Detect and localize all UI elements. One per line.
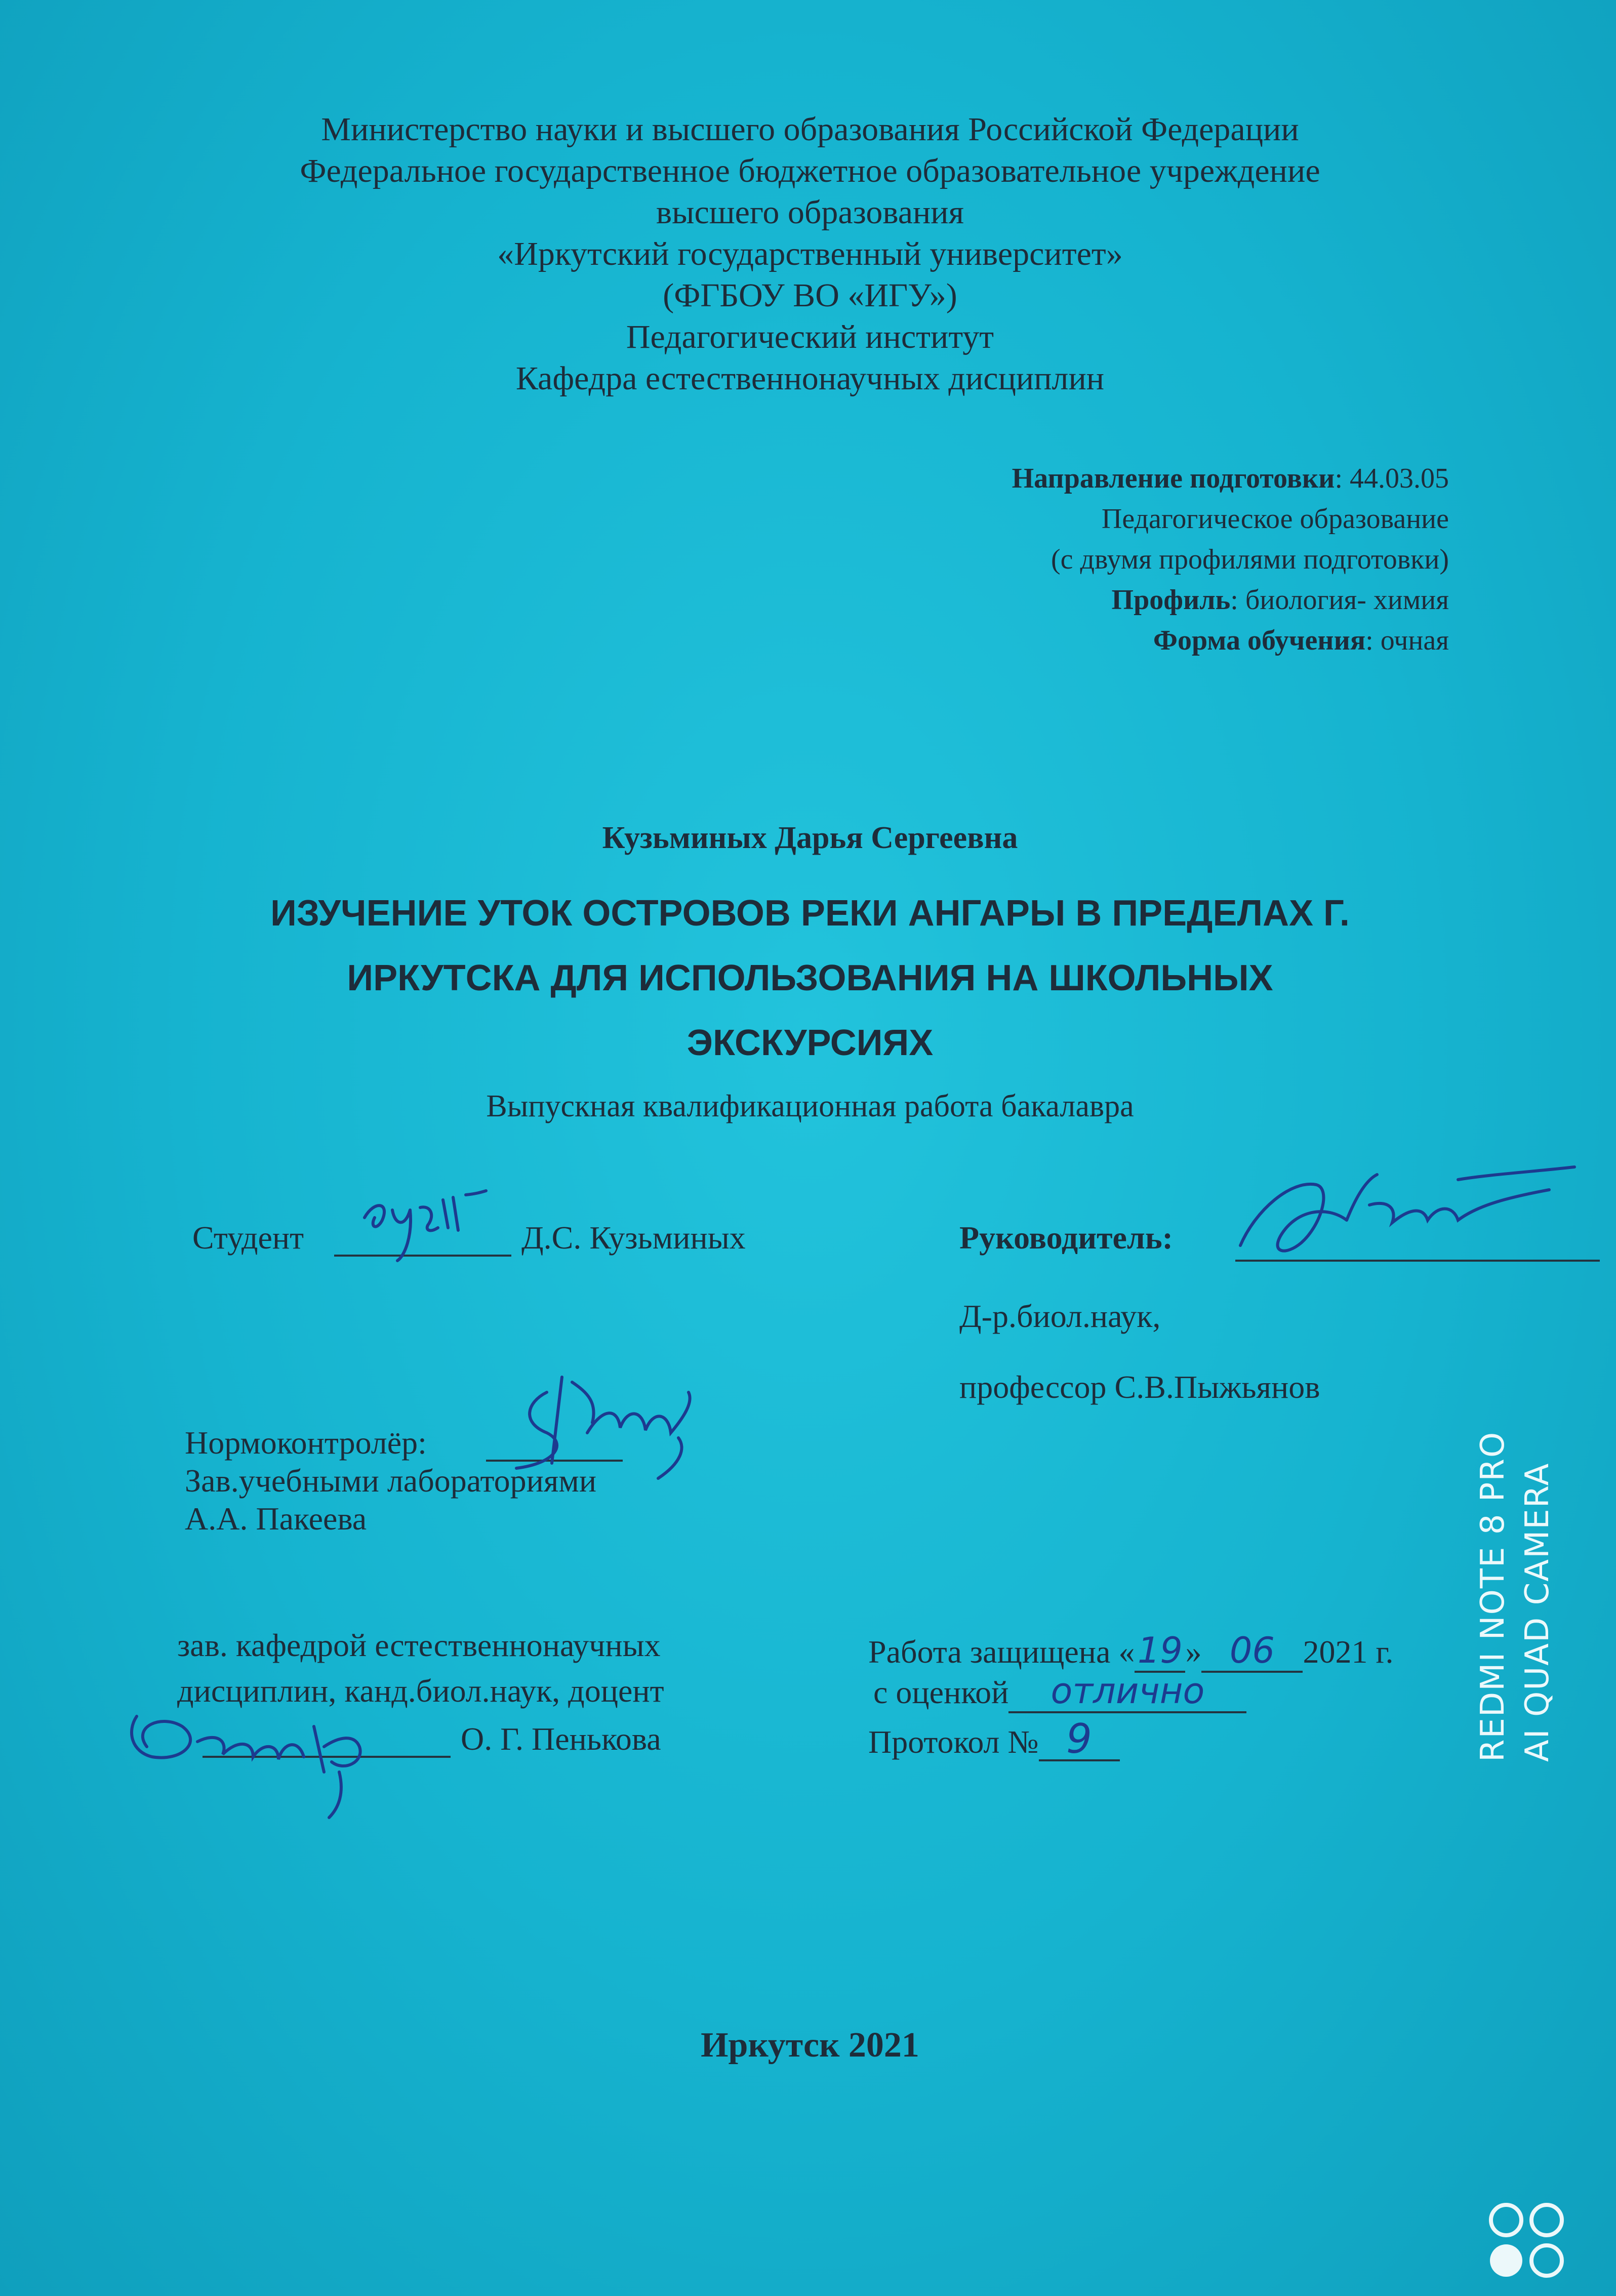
direction-line [1012, 458, 1449, 499]
defense-middle: » [1185, 1634, 1202, 1670]
head-name: О. Г. Пенькова [461, 1721, 661, 1757]
direction-value: : 44.03.05 [1335, 463, 1449, 494]
work-type: Выпускная квалификационная работа бакалавра [486, 1089, 1134, 1123]
study-form-line [1012, 620, 1449, 661]
profile-value: : биология- химия [1230, 584, 1449, 616]
header-line: высшего образования [656, 194, 964, 231]
header-line: Министерство науки и высшего образования Российской Федерации [321, 111, 1299, 148]
normcontrol-label: Нормоконтролёр: [185, 1425, 427, 1461]
supervisor-signature [1225, 1149, 1590, 1276]
header-line: Федеральное государственное бюджетное образовательное учреждение [300, 152, 1320, 189]
supervisor-degree: Д-р.биол.наук, [959, 1298, 1161, 1334]
study-form-label: Форма обучения [1153, 625, 1366, 656]
grade-label: с оценкой [873, 1674, 1009, 1710]
protocol-line [868, 1715, 1120, 1762]
title-line: ИЗУЧЕНИЕ УТОК ОСТРОВОВ РЕКИ АНГАРЫ В ПРЕДЕЛАХ Г. [270, 893, 1350, 934]
defense-line [868, 1630, 1393, 1673]
title-line: ЭКСКУРСИЯХ [686, 1023, 934, 1063]
defense-month: 06 [1201, 1630, 1303, 1673]
header-line: Кафедра естественнонаучных дисциплин [515, 360, 1105, 397]
camera-logo-icon [1483, 2197, 1574, 2288]
city-year: Иркутск 2021 [701, 2026, 919, 2065]
grade-line [873, 1671, 1246, 1713]
supervisor-label: Руководитель: [959, 1220, 1173, 1256]
profile-line [1012, 580, 1449, 620]
protocol-label: Протокол № [868, 1724, 1039, 1760]
watermark-line2: AI QUAD CAMERA [1519, 1462, 1556, 1762]
normcontrol-name: А.А. Пакеева [185, 1501, 367, 1537]
program-info [1012, 458, 1449, 661]
defense-day: 19 [1135, 1630, 1185, 1673]
camera-watermark [1471, 1431, 1560, 1762]
profile-label: Профиль [1111, 584, 1231, 616]
header-line: «Иркутский государственный университет» [497, 235, 1123, 272]
student-name: Д.С. Кузьминых [521, 1220, 746, 1256]
header-line: (ФГБОУ ВО «ИГУ») [663, 277, 957, 314]
protocol-number: 9 [1039, 1719, 1120, 1761]
student-signature [354, 1180, 516, 1266]
institution-header [152, 109, 1468, 399]
title-line: ИРКУТСКА ДЛЯ ИСПОЛЬЗОВАНИЯ НА ШКОЛЬНЫХ [347, 958, 1273, 998]
normcontrol-position: Зав.учебными лабораториями [185, 1463, 597, 1499]
direction-note: (с двумя профилями подготовки) [1051, 544, 1449, 575]
head-signature [101, 1686, 385, 1828]
student-label: Студент [192, 1220, 304, 1256]
head-position-line1: зав. кафедрой естественнонаучных [177, 1627, 661, 1663]
direction-name: Педагогическое образование [1101, 503, 1449, 535]
defense-label: Работа защищена « [868, 1634, 1135, 1670]
grade-value: отлично [1008, 1671, 1246, 1713]
header-line: Педагогический институт [626, 318, 994, 355]
defense-year: 2021 г. [1303, 1634, 1394, 1670]
thesis-title [152, 881, 1468, 1075]
head-position-line2: дисциплин, канд.биол.наук, доцент [177, 1673, 664, 1709]
author-name: Кузьминых Дарья Сергеевна [602, 821, 1018, 855]
study-form-value: : очная [1365, 625, 1449, 656]
watermark-line1: REDMI NOTE 8 PRO [1474, 1431, 1512, 1762]
direction-label: Направление подготовки [1012, 463, 1335, 494]
supervisor-position: профессор С.В.Пыжьянов [959, 1369, 1320, 1405]
